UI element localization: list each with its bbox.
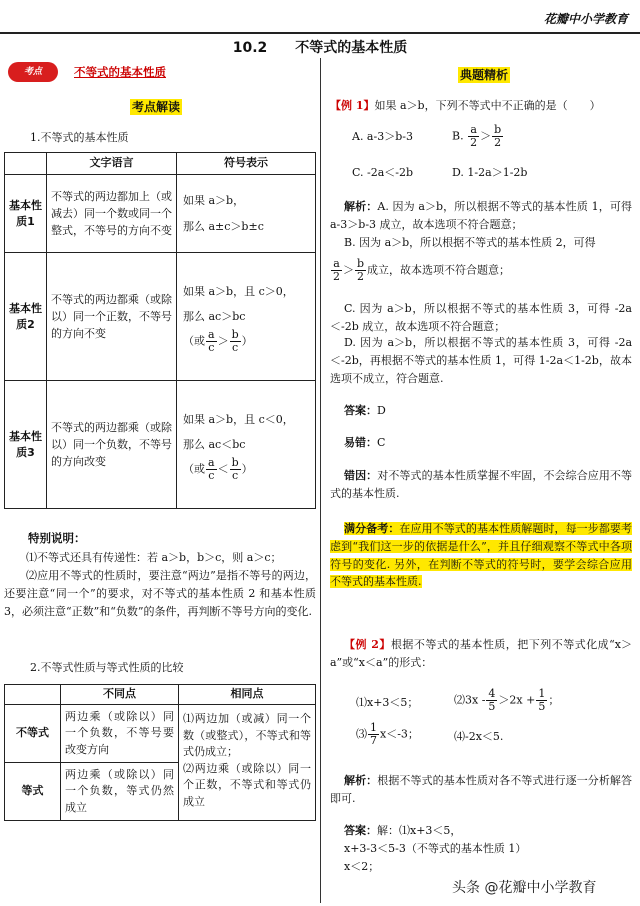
solution-c: C. 因为 a＞b，所以根据不等式的基本性质 3，可得 -2a＜-2b 成立，故本选项不符合题意； xyxy=(330,302,632,333)
row-text: 不等式的两边都乘（或除以）同一个负数，不等号的方向改变 xyxy=(47,381,177,509)
topic-badge: 考点 xyxy=(8,62,58,82)
error-cause: 错因：对不等式的基本性质掌握不牢固，不会综合应用不等式的基本性质. xyxy=(330,469,633,500)
section-dianti xyxy=(458,66,510,85)
common-error: 易错：C xyxy=(344,436,386,449)
header-same: 相同点 xyxy=(179,685,316,705)
subsection-1: 1.不等式的基本性质 xyxy=(30,131,129,144)
note-title: 特别说明： xyxy=(28,531,86,545)
properties-table xyxy=(4,152,316,509)
answer: 答案：D xyxy=(344,404,386,417)
row-diff: 两边乘（或除以）同一个负数，等式仍然成立 xyxy=(61,763,179,821)
page-title: 10.2 不等式的基本性质 xyxy=(232,40,408,56)
same-points: ⑴两边加（或减）同一个数（或整式），不等式和等式仍成立； ⑵两边乘（或除以）同一个正数，不等式和等式仍成立 xyxy=(179,705,316,821)
answer-2-line-2: x+3-3＜5-3（不等式的基本性质 1） xyxy=(344,842,527,855)
note-1: ⑴不等式还具有传递性：若 a＞b，b＞c，则 a＞c； xyxy=(26,551,282,564)
row-symbol: 如果 a＞b， 那么 a±c＞b±c xyxy=(177,175,316,253)
solution-a: 解析：A. 因为 a＞b，所以根据不等式的基本性质 1，可得 a-3＞b-3 成立，故本选项不符合题意； xyxy=(330,200,633,231)
solution-b: B. 因为 a＞b，所以根据不等式的基本性质 2，可得 xyxy=(344,236,596,249)
row-name: 基本性质1 xyxy=(5,175,47,253)
note-2: ⑵应用不等式的性质时，要注意“两边”是指不等号的两边，还要注意“同一个”的要求，对不等式的基本性质 2 和基本性质 3，必须注意“正数”和“负数”的条件，再判断不等号方向的变化. xyxy=(4,569,316,618)
topic-title: 不等式的基本性质 xyxy=(74,65,166,79)
option-c: C. -2a＜-2b xyxy=(352,166,414,179)
ex2-item-2: ⑵3x - $\frac{4}{5}$ ＞2x + $\frac{1}{5}$ ； xyxy=(454,687,560,714)
header-diff: 不同点 xyxy=(61,685,179,705)
ex2-item-3: ⑶ $\frac{1}{7}$ x＜-3； xyxy=(356,721,419,748)
section-title: 典题精析 xyxy=(460,68,509,82)
row-name: 基本性质3 xyxy=(5,381,47,509)
solution-b-frac: $\frac{a}{2}$ ＞ $\frac{b}{2}$ 成立，故本选项不符合题意； xyxy=(333,257,511,284)
example-1-question: 【例 1】如果 a＞b，下列不等式中不正确的是（ ） xyxy=(330,99,601,112)
row-symbol: 如果 a＞b，且 c＞0， 那么 ac＞bc （或 $\frac{a}{c}$ ＞ $\frac{b}{c}$ ） xyxy=(177,253,316,381)
fraction: $\frac{a}{c}$ xyxy=(208,328,215,355)
page-header xyxy=(0,0,640,34)
option-b: B. $\frac{a}{2}$ ＞ $\frac{b}{2}$ xyxy=(452,123,502,150)
solution-d: D. 因为 a＞b，所以根据不等式的基本性质 3，可得 -2a＜-2b，再根据不等式的基本性质 1，可得 1-2a＜1-2b，故本选项不成立，符合题意. xyxy=(330,336,632,385)
option-a: A. a-3＞b-3 xyxy=(352,130,413,143)
header-symbol: 符号表示 xyxy=(177,153,316,175)
column-divider xyxy=(320,58,321,903)
row-diff: 两边乘（或除以）同一个负数，不等号要改变方向 xyxy=(61,705,179,763)
subsection-2: 2.不等式性质与等式性质的比较 xyxy=(30,661,184,674)
answer-2-line-1: 答案：解：⑴x+3＜5， xyxy=(344,824,462,837)
option-d: D. 1-2a＞1-2b xyxy=(452,166,528,179)
ex2-item-1: ⑴x+3＜5； xyxy=(356,696,419,709)
fraction: $\frac{b}{c}$ xyxy=(231,456,239,483)
fraction: $\frac{a}{c}$ xyxy=(208,456,215,483)
row-name: 基本性质2 xyxy=(5,253,47,381)
row-symbol: 如果 a＞b，且 c＜0， 那么 ac＜bc （或 $\frac{a}{c}$ ＜ $\frac{b}{c}$ ） xyxy=(177,381,316,509)
row-text: 不等式的两边都乘（或除以）同一个正数，不等号的方向不变 xyxy=(47,253,177,381)
example-2-question: 【例 2】根据不等式的基本性质，把下列不等式化成“x＞a”或“x＜a”的形式： xyxy=(330,638,633,669)
exam-tip: 满分备考：在应用不等式的基本性质解题时，每一步都要考虑到“我们这一步的依据是什么”，并且仔细观察不等式中各项符号的变化. 另外，在判断不等式的符号时，要学会综合应用不等式的基本性质. xyxy=(330,522,633,589)
ex2-item-4: ⑷-2x＜5. xyxy=(454,730,504,743)
watermark: 头条 @花瓣中小学教育 xyxy=(452,880,597,896)
row-text: 不等式的两边都加上（或减去）同一个数或同一个整式，不等号的方向不变 xyxy=(47,175,177,253)
section-title: 考点解读 xyxy=(132,100,181,114)
row-name: 不等式 xyxy=(5,705,61,763)
solution-2: 解析：根据不等式的基本性质对各不等式进行逐一分析解答即可. xyxy=(330,774,633,805)
brand-name: 花瓣中小学教育 xyxy=(543,12,628,26)
row-name: 等式 xyxy=(5,763,61,821)
fraction: $\frac{b}{c}$ xyxy=(231,328,239,355)
answer-2-line-3: x＜2； xyxy=(344,860,380,873)
header-text: 文字语言 xyxy=(47,153,177,175)
comparison-table xyxy=(4,684,316,821)
section-kaodian xyxy=(130,98,182,117)
